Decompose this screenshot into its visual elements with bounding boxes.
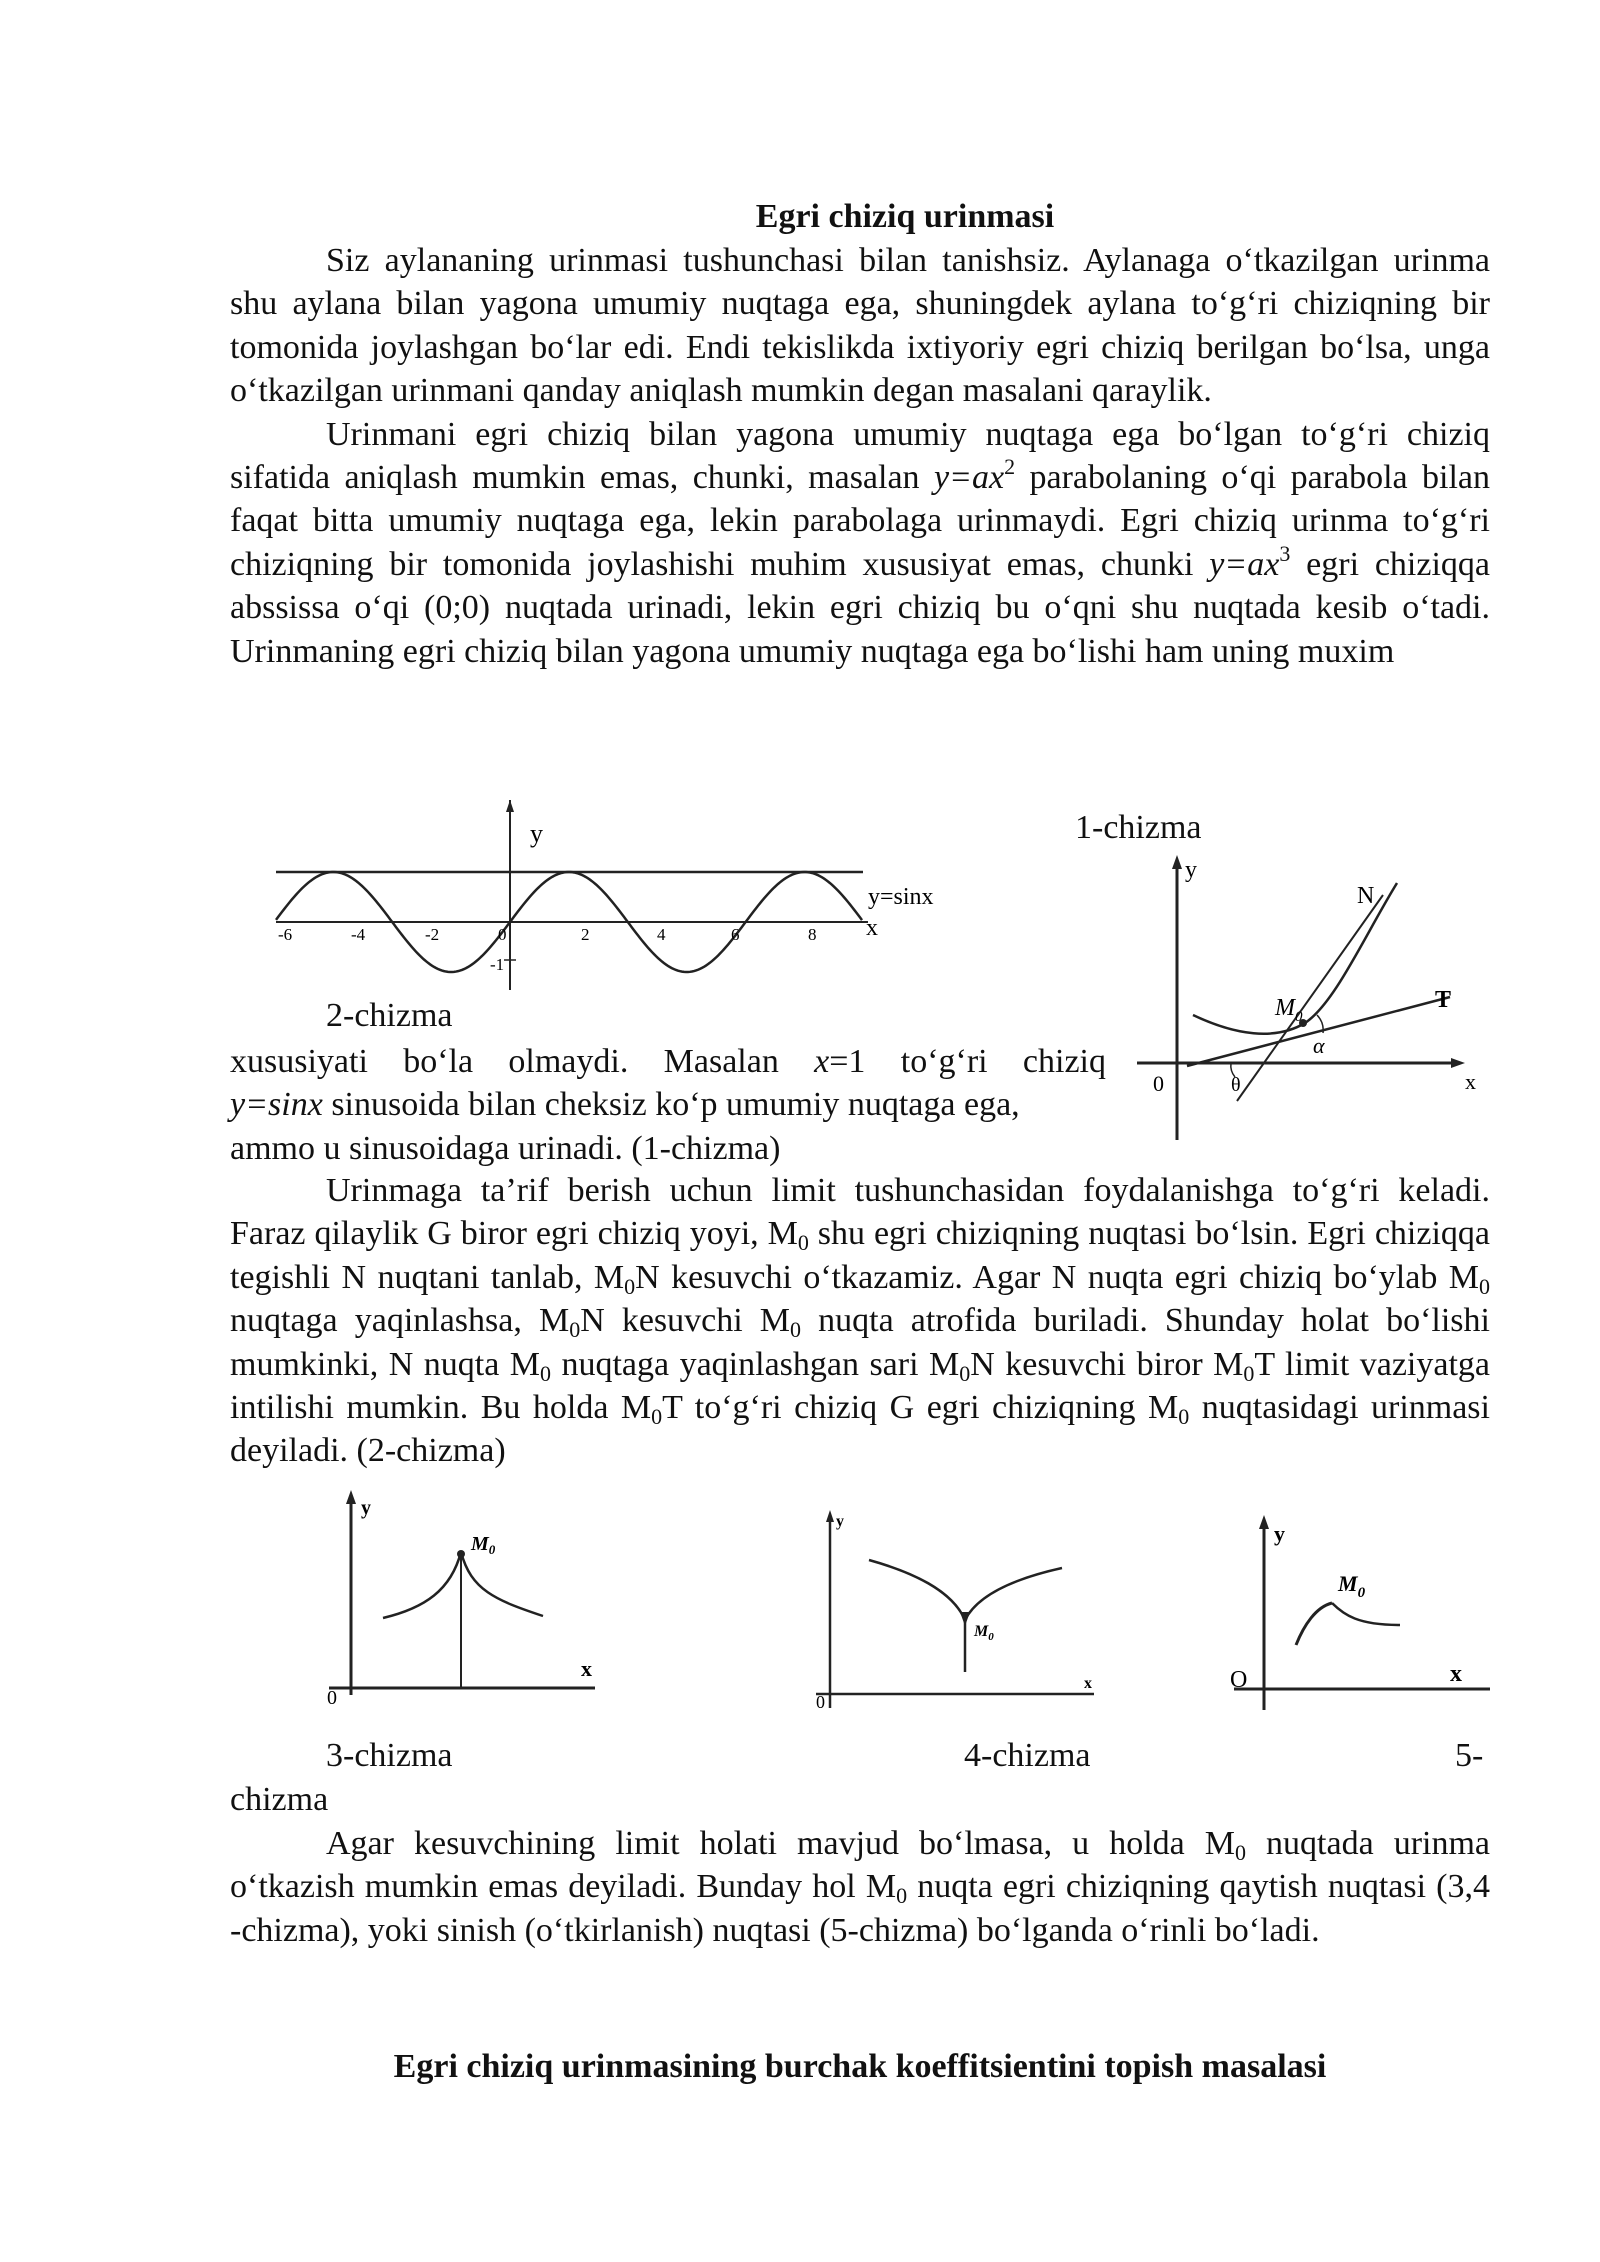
figure-corner	[1228, 1515, 1498, 1715]
caption-fig4: 4-chizma	[964, 1737, 1091, 1774]
x-tick-label: 8	[808, 925, 817, 944]
paragraph-3-block	[230, 1040, 1106, 1170]
figure-sine	[268, 800, 948, 1000]
paragraph-5: Agar kesuvchining limit holati mavjud bo‘lmasa, u holda $M_0$ nuqtada urinma o‘tkazish mumkin emas deyiladi. Bunday hol $M_0$ nuqta egri chiziqning qaytish nuqtasi (3,4 -chizma), yoki sinish (o‘tkirlanish) nuqtasi (5-chizma) bo‘lganda o‘rinli bo‘ladi.	[230, 1825, 1490, 1949]
formula-cubic-exp: 3	[1279, 540, 1291, 566]
y-axis-label: y	[530, 819, 543, 848]
paragraph-5-block	[230, 1822, 1490, 1952]
theta-label: θ	[1231, 1074, 1241, 1096]
paragraph-4: Urinmaga ta’rif berish uchun limit tushunchasidan foydalanishga to‘g‘ri keladi. Faraz qilaylik G biror egri chiziq yoyi, $M_0$ shu egri chiziqning nuqtasi bo‘lsin. Egri chiziqqa tegishli N nuqtani tanlab, $M_0N$ kesuvchi o‘tkazamiz. Agar N nuqta egri chiziq bo‘ylab $M_0$ nuqtaga yaqinlashsa, $M_0N$ kesuvchi $M_0$ nuqta atrofida buriladi. Shunday holat bo‘lishi mumkinki, N nuqta $M_0$ nuqtaga yaqinlashgan sari $M_0N$ kesuvchi biror $M_0T$ limit vaziyatga intilishi mumkin. Bu holda $M_0T$ to‘g‘ri chiziq G egri chiziqning $M_0$ nuqtasidagi urinmasi deyiladi. (2-chizma)	[230, 1172, 1490, 1470]
origin-label: 0	[1153, 1071, 1164, 1096]
y-axis-label: y	[1274, 1521, 1285, 1546]
paragraph-2	[230, 413, 1490, 673]
p2-text-c: egri chiziqqa abssissa o‘qi (0;0) nuqtada urinadi, lekin egri chiziq bu o‘qni shu nuqtada kesib o‘tadi. Urinmaning egri chiziq bilan yagona umumiy nuqtaga ega bo‘lishi ham uning muxim	[230, 545, 1490, 670]
figure-cusp-up	[325, 1490, 615, 1705]
y-axis-label: y	[1185, 857, 1197, 883]
y-axis-label: y	[836, 1513, 844, 1530]
paragraph-1: Siz aylananing urinmasi tushunchasi bilan tanishsiz. Aylanaga o‘tkazilgan urinma shu aylana bilan yagona umumiy nuqtaga ega, shuningdek aylana to‘g‘ri chiziqning bir tomonida joylashgan bo‘lar edi. Endi tekislikda ixtiyoriy egri chiziq berilgan bo‘lsa, unga o‘tkazilgan urinmani qanday aniqlash mumkin degan masalani qaraylik.	[230, 242, 1490, 410]
formula-parabola: y=ax	[933, 459, 1005, 497]
figure-cusp-down	[812, 1510, 1112, 1710]
point-n-label: N	[1357, 883, 1375, 909]
formula-parabola-exp: 2	[1004, 454, 1016, 480]
paragraph-4-block	[230, 1169, 1490, 1473]
paragraph-3-line3: ammo u sinusoidaga urinadi. (1-chizma)	[230, 1129, 781, 1167]
point-t-label: T	[1435, 987, 1452, 1013]
x-tick-label: 0	[498, 925, 507, 944]
paragraph-3-line1	[230, 1040, 1106, 1083]
x-axis-label: x	[866, 915, 878, 941]
formula-sinx: y=sinx	[230, 1086, 323, 1124]
alpha-label: α	[1313, 1033, 1325, 1058]
p3-text-c: sinusoida bilan cheksiz ko‘p umumiy nuqtaga ega,	[322, 1086, 1020, 1124]
caption-fig2: 2-chizma	[326, 997, 453, 1034]
x-axis-label: x	[1465, 1069, 1476, 1094]
caption-fig5-part2: chizma	[230, 1781, 329, 1818]
point-m0-label: $M_0$	[1275, 995, 1303, 1025]
point-m0-label: $M_0$	[974, 1623, 994, 1643]
formula-x: x	[814, 1043, 830, 1080]
section-subtitle-block	[230, 2045, 1490, 2089]
origin-label: O	[1230, 1667, 1248, 1693]
page-top	[230, 195, 1490, 673]
point-m0-label: $M_0$	[471, 1533, 496, 1557]
x-tick-label: 2	[581, 925, 590, 944]
x-tick-label: -2	[425, 925, 440, 944]
x-axis-label: x	[1084, 1675, 1092, 1692]
p2-text-b: parabolaning o‘qi parabola bilan faqat bitta umumiy nuqtaga ega, lekin parabolaga urinmaydi. Egri chiziq urinma to‘g‘ri chiziqning bir tomonida joylashishi muhim xususiyat emas, chunki	[230, 459, 1491, 583]
p3-text-b: =1 to‘g‘ri chiziq	[829, 1043, 1106, 1080]
page-title: Egri chiziq urinmasi	[755, 198, 1055, 235]
section-subtitle: Egri chiziq urinmasining burchak koeffitsientini topish masalasi	[393, 2048, 1327, 2085]
caption-fig1: 1-chizma	[1075, 809, 1202, 846]
p3-text-a: xususiyati bo‘la olmaydi. Masalan	[230, 1043, 815, 1080]
x-tick-label: -4	[351, 925, 366, 944]
x-tick-label: 4	[657, 925, 666, 944]
formula-cubic: y=ax	[1209, 545, 1280, 583]
p2-text-a: Urinmani egri chiziq bilan yagona umumiy nuqtaga ega bo‘lgan to‘g‘ri chiziq sifatida aniqlash mumkin emas, chunki, masalan	[230, 415, 1490, 497]
x-axis-label: x	[581, 1656, 592, 1681]
figure-tangent	[1135, 855, 1495, 1145]
origin-label: 0	[327, 1687, 337, 1705]
x-tick-label: -6	[278, 925, 293, 944]
y-axis-label: y	[361, 1497, 371, 1519]
x-tick-label: 6	[731, 925, 740, 944]
caption-fig5-part1: 5-	[1455, 1737, 1484, 1774]
origin-label: 0	[816, 1692, 825, 1710]
curve-label: y=sinx	[868, 884, 934, 910]
paragraph-3-line2	[230, 1083, 1106, 1126]
y-tick-label: -1	[490, 955, 505, 974]
point-m0-label: $M_0$	[1338, 1571, 1366, 1601]
caption-fig3: 3-chizma	[326, 1737, 453, 1774]
x-axis-label: x	[1450, 1661, 1462, 1687]
